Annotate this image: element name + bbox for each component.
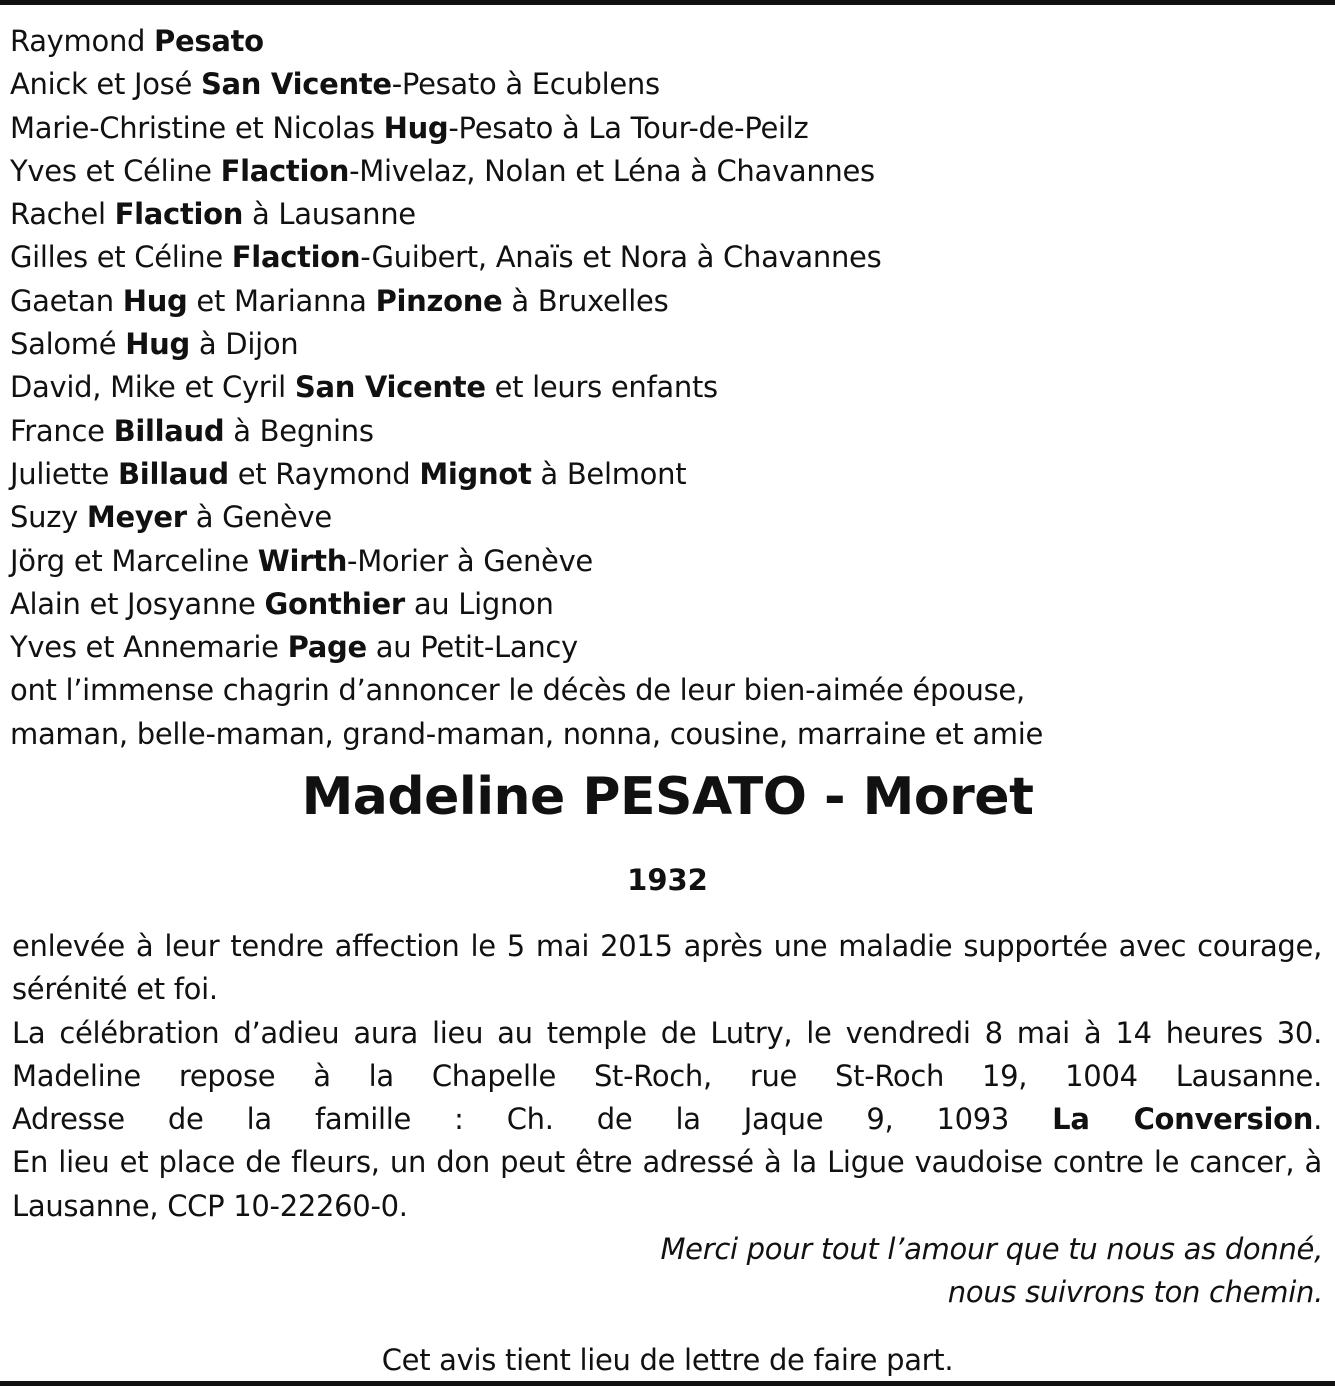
top-rule [0, 0, 1335, 5]
family-detail: au Lignon [404, 586, 554, 621]
address-end: . [1313, 1102, 1322, 1137]
quote-line-2: nous suivrons ton chemin. [947, 1275, 1323, 1309]
notice-paragraph-4 [12, 1098, 1322, 1141]
family-given-names: Jörg et Marceline [10, 543, 258, 578]
notice-paragraph-5: En lieu et place de fleurs, un don peut être adressé à la Ligue vaudoise contre le cancer, à Lausanne, CCP 10-22260-0. [12, 1145, 1322, 1223]
family-location: à Bruxelles [502, 283, 669, 318]
family-surname: Page [287, 630, 367, 665]
bottom-rule [0, 1381, 1335, 1386]
address-locality: La Conversion [1052, 1102, 1314, 1137]
family-surname: Hug [125, 327, 190, 362]
notice-body [12, 925, 1322, 1228]
family-surname: Flaction [231, 240, 361, 275]
notice-paragraph-1: enlevée à leur tendre affection le 5 mai 2015 après une maladie supportée avec courage, sérénité et foi. [12, 929, 1322, 1007]
family-surname-2: Mignot [419, 456, 532, 491]
family-line [10, 323, 1322, 366]
footer-note: Cet avis tient lieu de lettre de faire part. [381, 1343, 954, 1377]
family-given-names: Yves et Céline [10, 153, 221, 188]
family-line [10, 63, 1322, 106]
family-line [10, 626, 1322, 669]
family-given-names: Gaetan [10, 283, 123, 318]
announcement-line-2: maman, belle-maman, grand-maman, nonna, cousine, marraine et amie [10, 716, 1044, 751]
family-surname: San Vicente [200, 67, 392, 102]
family-list [10, 20, 1322, 669]
family-line [10, 280, 1322, 323]
family-given-names: David, Mike et Cyril [10, 370, 295, 405]
family-surname: San Vicente [294, 370, 486, 405]
family-detail: et Raymond [228, 456, 420, 491]
family-detail: -Guibert, Anaïs et Nora à Chavannes [360, 240, 882, 275]
family-line [10, 496, 1322, 539]
family-surname: Hug [383, 110, 449, 145]
announcement-line-1: ont l’immense chagrin d’annoncer le décès de leur bien-aimée épouse, [10, 673, 1025, 708]
family-given-names: Juliette [10, 456, 118, 491]
family-surname: Pesato [154, 24, 264, 58]
family-given-names: Yves et Annemarie [10, 630, 288, 665]
family-detail: -Pesato à La Tour-de-Peilz [448, 110, 809, 145]
family-line [10, 366, 1322, 409]
family-given-names: Anick et José [10, 67, 201, 102]
family-surname: Meyer [86, 500, 187, 535]
family-block [10, 20, 1322, 756]
family-given-names: Salomé [10, 327, 126, 362]
quote-line-1: Merci pour tout l’amour que tu nous as donné, [660, 1232, 1323, 1266]
family-line [10, 150, 1322, 193]
birth-year: 1932 [627, 863, 708, 897]
notice-paragraph-2: La célébration d’adieu aura lieu au temple de Lutry, le vendredi 8 mai à 14 heures 30. [12, 1015, 1322, 1050]
family-given-names: Rachel [10, 197, 115, 232]
family-surname: Flaction [114, 197, 244, 232]
family-line [10, 540, 1322, 583]
notice-paragraph-3: Madeline repose à la Chapelle St-Roch, rue St-Roch 19, 1004 Lausanne. [12, 1058, 1322, 1093]
family-given-names: Suzy [10, 500, 87, 535]
deceased-name: Madeline PESATO - Moret [301, 767, 1034, 827]
family-surname: Wirth [257, 543, 348, 578]
family-line [10, 107, 1322, 150]
family-detail: à Dijon [189, 327, 299, 362]
family-given-names: Marie-Christine et Nicolas [10, 110, 384, 145]
family-line [10, 410, 1322, 453]
family-surname: Gonthier [264, 586, 405, 621]
family-line [10, 20, 1322, 63]
family-location: à Belmont [531, 456, 687, 491]
family-surname-2: Pinzone [375, 283, 503, 318]
closing-quote [423, 1228, 1323, 1314]
family-given-names: Raymond [10, 24, 155, 58]
family-detail: à Genève [186, 500, 332, 535]
family-detail: -Pesato à Ecublens [391, 67, 660, 102]
family-given-names: France [10, 413, 114, 448]
family-line [10, 583, 1322, 626]
family-detail: -Mivelaz, Nolan et Léna à Chavannes [349, 153, 875, 188]
family-detail: à Begnins [224, 413, 374, 448]
family-detail: à Lausanne [243, 197, 416, 232]
family-surname: Billaud [118, 456, 229, 491]
address-text: Adresse de la famille : Ch. de la Jaque 9, 1093 [12, 1102, 1053, 1137]
family-surname: Flaction [220, 153, 350, 188]
family-detail: au Petit-Lancy [366, 630, 578, 665]
family-surname: Hug [122, 283, 188, 318]
family-detail: -Morier à Genève [347, 543, 593, 578]
family-detail: et Marianna [187, 283, 376, 318]
family-given-names: Gilles et Céline [10, 240, 232, 275]
family-line [10, 193, 1322, 236]
family-line [10, 236, 1322, 279]
family-detail: et leurs enfants [485, 370, 718, 405]
family-surname: Billaud [113, 413, 225, 448]
family-given-names: Alain et Josyanne [10, 586, 265, 621]
family-line [10, 453, 1322, 496]
